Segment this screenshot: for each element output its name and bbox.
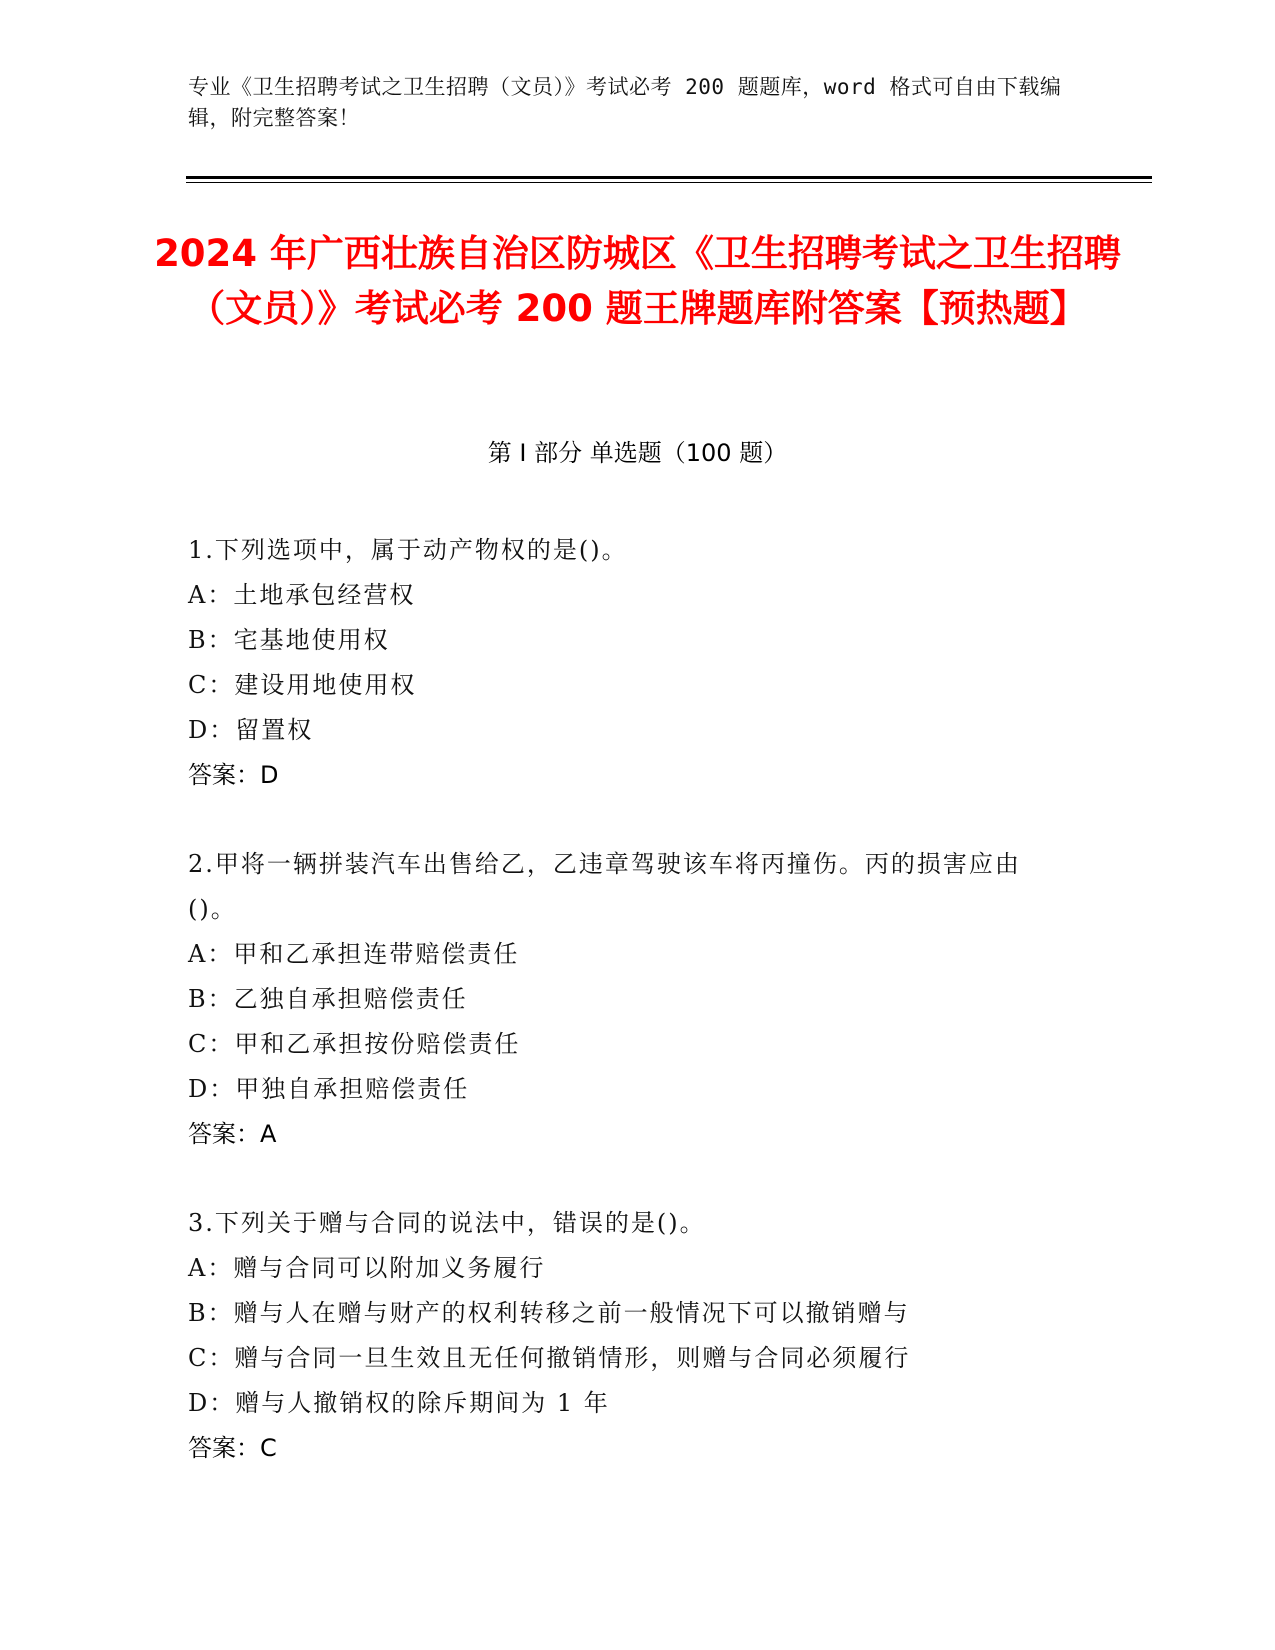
option-b: B：宅基地使用权 xyxy=(188,626,390,654)
question-item xyxy=(188,528,1068,798)
question-item xyxy=(188,842,1068,1157)
option-b: B：赠与人在赠与财产的权利转移之前一般情况下可以撤销赠与 xyxy=(188,1299,910,1327)
header-note: 专业《卫生招聘考试之卫生招聘（文员）》考试必考 200 题题库，word 格式可自由下载编辑，附完整答案！ xyxy=(188,75,1062,130)
question-stem: 3.下列关于赠与合同的说法中，错误的是()。 xyxy=(188,1209,706,1237)
header-divider-thin xyxy=(186,182,1152,183)
question-list xyxy=(188,528,1068,1515)
option-a: A：土地承包经营权 xyxy=(188,581,416,609)
option-d: D：赠与人撤销权的除斥期间为 1 年 xyxy=(188,1389,610,1417)
option-c: C：建设用地使用权 xyxy=(188,671,417,699)
header-divider-thick xyxy=(186,176,1152,179)
question-item xyxy=(188,1201,1068,1471)
section-title: 第 I 部分 单选题（100 题） xyxy=(487,439,788,467)
option-a: A：甲和乙承担连带赔偿责任 xyxy=(188,940,520,968)
option-d: D：甲独自承担赔偿责任 xyxy=(188,1075,470,1103)
option-d: D：留置权 xyxy=(188,716,314,744)
answer-line: 答案：C xyxy=(188,1434,277,1462)
option-b: B：乙独自承担赔偿责任 xyxy=(188,985,468,1013)
question-stem: 2.甲将一辆拼装汽车出售给乙，乙违章驾驶该车将丙撞伤。丙的损害应由()。 xyxy=(188,850,1021,923)
answer-line: 答案：A xyxy=(188,1120,277,1148)
option-a: A：赠与合同可以附加义务履行 xyxy=(188,1254,546,1282)
question-stem: 1.下列选项中，属于动产物权的是()。 xyxy=(188,536,628,564)
document-title: 2024 年广西壮族自治区防城区《卫生招聘考试之卫生招聘（文员）》考试必考 200 题王牌题库附答案【预热题】 xyxy=(154,232,1121,330)
option-c: C：赠与合同一旦生效且无任何撤销情形，则赠与合同必须履行 xyxy=(188,1344,911,1372)
answer-line: 答案：D xyxy=(188,761,279,789)
option-c: C：甲和乙承担按份赔偿责任 xyxy=(188,1030,521,1058)
